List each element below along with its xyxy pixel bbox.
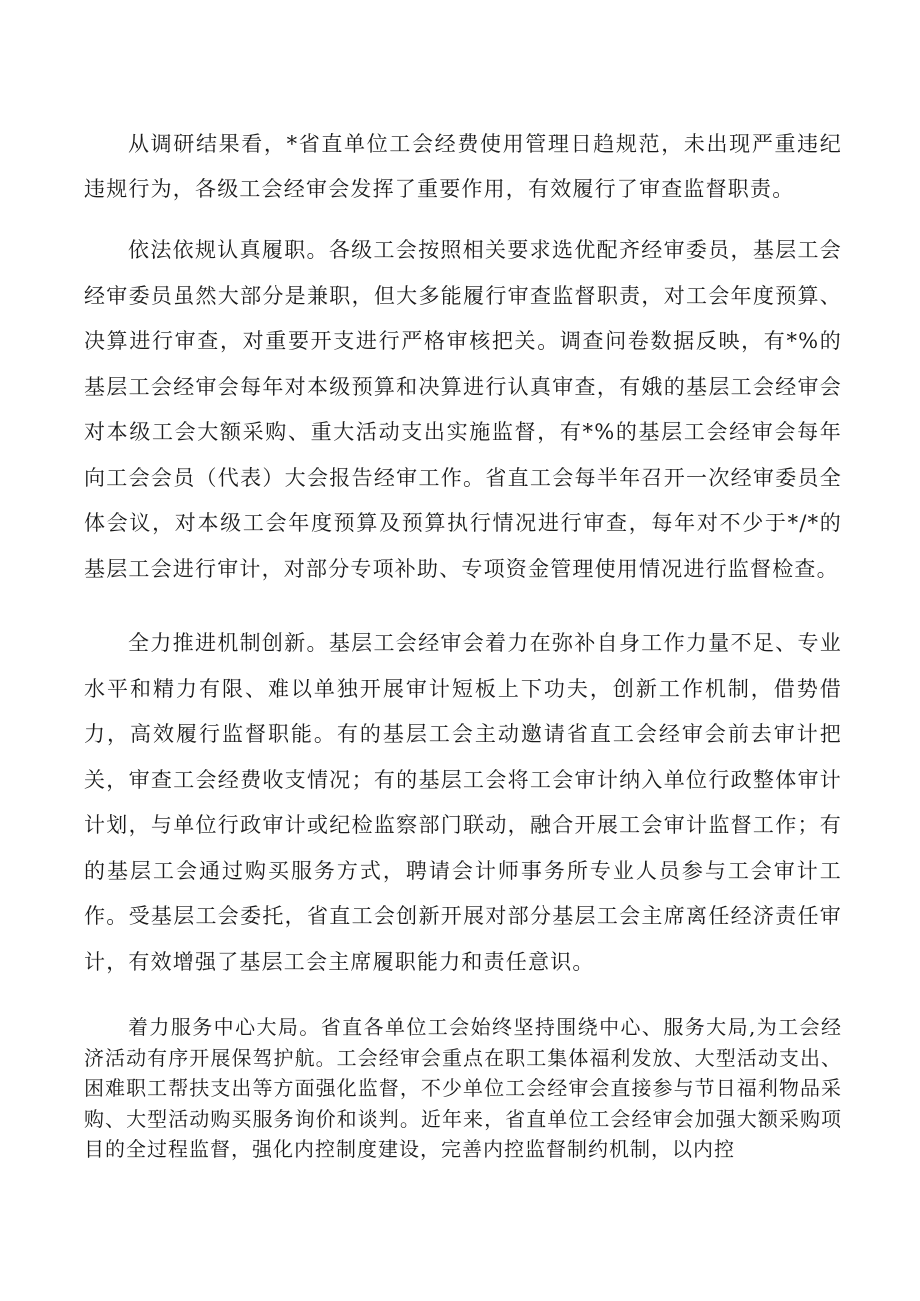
paragraph-survey-results: 从调研结果看，*省直单位工会经费使用管理日趋规范，未出现严重违纪违规行为，各级工会经审会发挥了重要作用，有效履行了审查监督职责。	[84, 132, 842, 201]
paragraph-serve-overall-situation: 着力服务中心大局。省直各单位工会始终坚持围绕中心、服务大局,为工会经济活动有序开展保驾护航。工会经审会重点在职工集体福利发放、大型活动支出、困难职工帮扶支出等方面强化监督，不少单位工会经审会直接参与节日福利物品采购、大型活动购买服务询价和谈判。近年来，省直单位工会经审会加强大额采购项目的全过程监督，强化内控制度建设，完善内控监督制约机制，以内控	[84, 1015, 842, 1161]
paragraph-mechanism-innovation: 全力推进机制创新。基层工会经审会着力在弥补自身工作力量不足、专业水平和精力有限、难以单独开展审计短板上下功夫，创新工作机制，借势借力，高效履行监督职能。有的基层工会主动邀请省直工会经审会前去审计把关，审查工会经费收支情况；有的基层工会将工会审计纳入单位行政整体审计计划，与单位行政审计或纪检监察部门联动，融合开展工会审计监督工作；有的基层工会通过购买服务方式，聘请会计师事务所专业人员参与工会审计工作。受基层工会委托，省直工会创新开展对部分基层工会主席离任经济责任审计，有效增强了基层工会主席履职能力和责任意识。	[84, 631, 842, 974]
paragraph-lawful-duty: 依法依规认真履职。各级工会按照相关要求选优配齐经审委员，基层工会经审委员虽然大部分是兼职，但大多能履行审查监督职责，对工会年度预算、决算进行审查，对重要开支进行严格审核把关。调查问卷数据反映，有*%的基层工会经审会每年对本级预算和决算进行认真审查，有娥的基层工会经审会对本级工会大额采购、重大活动支出实施监督，有*%的基层工会经审会每年向工会会员（代表）大会报告经审工作。省直工会每半年召开一次经审委员全体会议，对本级工会年度预算及预算执行情况进行审查，每年对不少于*/*的基层工会进行审计，对部分专项补助、专项资金管理使用情况进行监督检查。	[84, 238, 842, 581]
